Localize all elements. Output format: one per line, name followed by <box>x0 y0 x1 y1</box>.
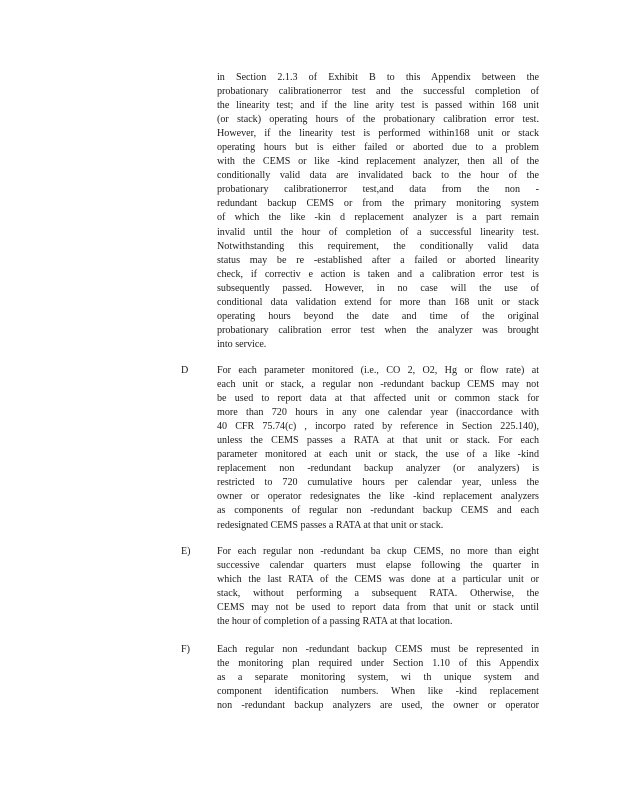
text-line: the hour of completion of a passing RATA at that location. <box>217 616 453 628</box>
paragraph-continuation <box>217 71 539 352</box>
text-line: replacement non -redundant backup analyzer (or analyzers) is <box>217 463 539 475</box>
paragraph-f <box>217 643 539 713</box>
text-line: successive calendar quarters must elapse following the quarter in <box>217 560 539 572</box>
text-line: However, if the linearity test is performed within168 unit or stack <box>217 128 539 140</box>
text-line: Notwithstanding this requirement, the conditionally valid data <box>217 240 539 252</box>
text-line: with the CEMS or like -kind replacement analyzer, then all of the <box>217 156 539 168</box>
text-line: CEMS may not be used to report data from that unit or stack until <box>217 602 539 614</box>
text-line: operating hours beyond the date and time of the original <box>217 310 539 322</box>
text-line: invalid until the hour of completion of a successful linearity test. <box>217 226 539 238</box>
text-line: restricted to 720 cumulative hours per calendar year, unless the <box>217 477 539 489</box>
text-line: 40 CFR 75.74(c) , incorpo rated by reference in Section 225.140), <box>217 421 539 433</box>
text-line: probationary calibration error test when the analyzer was brought <box>217 324 539 336</box>
text-line: be used to report data at that affected unit or common stack for <box>217 393 539 405</box>
text-line: probationary calibrationerror test and the successful completion of <box>217 86 539 98</box>
text-line: operating hours but is either failed or aborted due to a problem <box>217 142 539 154</box>
text-line: each unit or stack, a regular non -redundant backup CEMS may not <box>217 379 539 391</box>
text-line: redundant backup CEMS or from the primary monitoring system <box>217 198 539 210</box>
text-line: component identification numbers. When like -kind replacement <box>217 686 539 698</box>
text-line: probationary calibrationerror test,and data from the non - <box>217 184 539 196</box>
paragraph-label-e: E) <box>181 546 191 557</box>
text-line: non -redundant backup analyzers are used, the owner or operator <box>217 700 539 712</box>
text-line: redesignated CEMS passes a RATA at that unit or stack. <box>217 519 444 531</box>
text-line: stack, without performing a subsequent RATA. Otherwise, the <box>217 588 539 600</box>
text-line: parameter monitored at each unit or stack, the use of a like -kind <box>217 449 539 461</box>
text-line: in Section 2.1.3 of Exhibit B to this Appendix between the <box>217 72 539 83</box>
text-line: check, if correctiv e action is taken and a calibration error test is <box>217 268 539 280</box>
text-line: which the last RATA of the CEMS was done at a particular unit or <box>217 574 539 586</box>
text-line: status may be re -established after a failed or aborted linearity <box>217 254 539 266</box>
paragraph-d <box>217 364 539 533</box>
text-line: subsequently passed. However, in no case will the use of <box>217 282 539 294</box>
paragraph-e <box>217 545 539 629</box>
text-line: the monitoring plan required under Section 1.10 of this Appendix <box>217 658 539 670</box>
text-line: Each regular non -redundant backup CEMS must be represented in <box>217 644 539 655</box>
text-line: the linearity test; and if the line arity test is passed within 168 unit <box>217 100 539 112</box>
text-line: owner or operator redesignates the like -kind replacement analyzers <box>217 491 539 503</box>
text-line: as a separate monitoring system, wi th unique system and <box>217 672 539 684</box>
text-line: into service. <box>217 338 267 350</box>
paragraph-label-d: D <box>181 365 189 376</box>
text-line: For each parameter monitored (i.e., CO 2, O2, Hg or flow rate) at <box>217 365 539 376</box>
text-line: (or stack) operating hours of the probationary calibration error test. <box>217 114 539 126</box>
text-line: as components of regular non -redundant backup CEMS and each <box>217 505 539 517</box>
text-line: conditional data validation extend for more than 168 unit or stack <box>217 296 539 308</box>
text-line: For each regular non -redundant ba ckup CEMS, no more than eight <box>217 546 539 557</box>
text-line: more than 720 hours in any one calendar year (inaccordance with <box>217 407 539 419</box>
text-line: unless the CEMS passes a RATA at that unit or stack. For each <box>217 435 539 447</box>
text-line: of which the like -kin d replacement analyzer is a part remain <box>217 212 539 224</box>
paragraph-label-f: F) <box>181 644 190 655</box>
text-line: conditionally valid data are invalidated back to the hour of the <box>217 170 539 182</box>
